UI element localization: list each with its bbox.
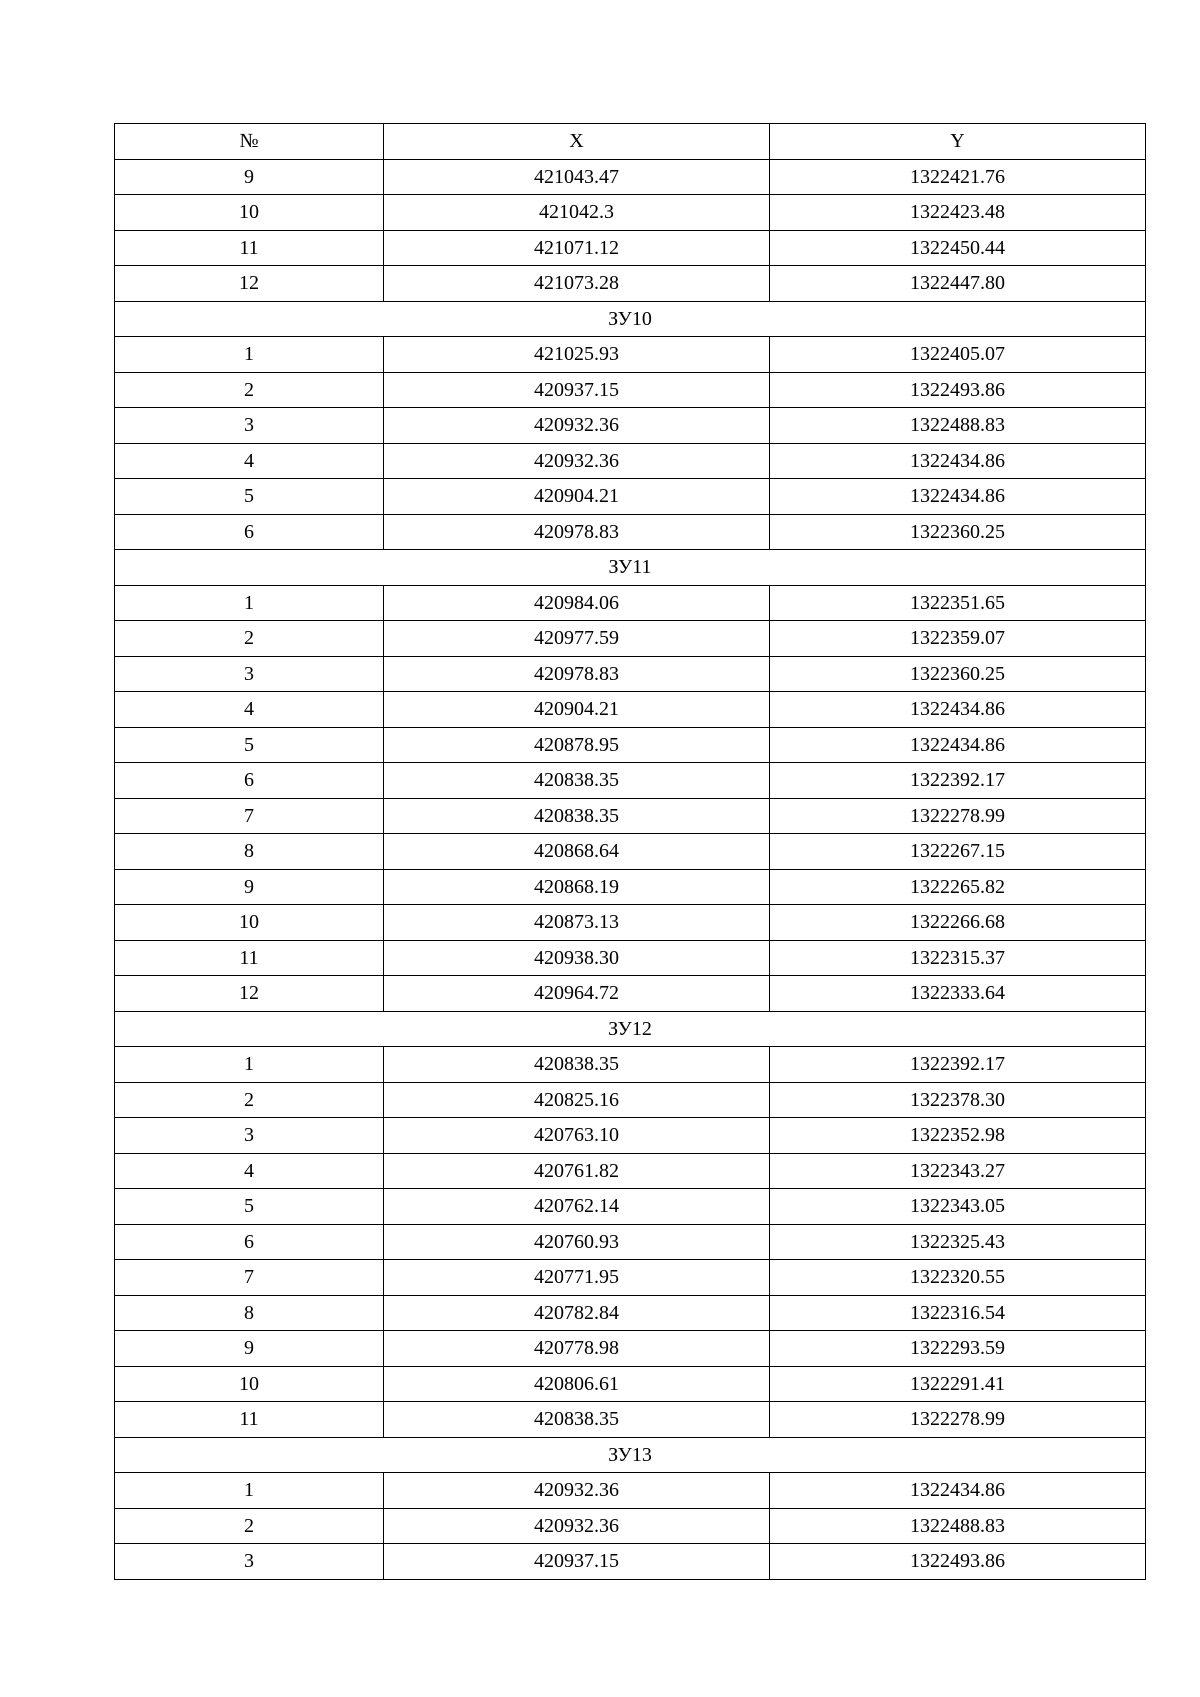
point-number-cell: 6 xyxy=(115,1224,384,1260)
point-number-cell: 2 xyxy=(115,1082,384,1118)
x-coordinate-cell: 420868.19 xyxy=(384,869,770,905)
table-row xyxy=(115,195,1146,231)
x-coordinate-cell: 420762.14 xyxy=(384,1189,770,1225)
x-coordinate-cell: 420868.64 xyxy=(384,834,770,870)
table-row xyxy=(115,1366,1146,1402)
x-coordinate-cell: 420978.83 xyxy=(384,514,770,550)
x-coordinate-cell: 420761.82 xyxy=(384,1153,770,1189)
y-coordinate-cell: 1322434.86 xyxy=(770,727,1146,763)
x-coordinate-cell: 420904.21 xyxy=(384,692,770,728)
x-coordinate-cell: 420904.21 xyxy=(384,479,770,515)
y-coordinate-cell: 1322265.82 xyxy=(770,869,1146,905)
y-coordinate-cell: 1322450.44 xyxy=(770,230,1146,266)
table-row xyxy=(115,1224,1146,1260)
point-number-cell: 3 xyxy=(115,408,384,444)
section-title: ЗУ10 xyxy=(115,301,1146,337)
y-coordinate-cell: 1322405.07 xyxy=(770,337,1146,373)
section-title: ЗУ11 xyxy=(115,550,1146,586)
x-coordinate-cell: 420838.35 xyxy=(384,1047,770,1083)
y-coordinate-cell: 1322493.86 xyxy=(770,1544,1146,1580)
point-number-cell: 2 xyxy=(115,1508,384,1544)
table-row xyxy=(115,763,1146,799)
y-coordinate-cell: 1322343.27 xyxy=(770,1153,1146,1189)
coordinates-table xyxy=(114,123,1146,1580)
point-number-cell: 9 xyxy=(115,1331,384,1367)
table-row xyxy=(115,727,1146,763)
y-coordinate-cell: 1322351.65 xyxy=(770,585,1146,621)
table-row xyxy=(115,1189,1146,1225)
x-coordinate-cell: 420977.59 xyxy=(384,621,770,657)
y-coordinate-cell: 1322488.83 xyxy=(770,408,1146,444)
point-number-cell: 7 xyxy=(115,798,384,834)
point-number-cell: 4 xyxy=(115,692,384,728)
table-row xyxy=(115,1508,1146,1544)
section-title: ЗУ13 xyxy=(115,1437,1146,1473)
x-coordinate-cell: 420984.06 xyxy=(384,585,770,621)
point-number-cell: 4 xyxy=(115,443,384,479)
table-row xyxy=(115,692,1146,728)
table-row xyxy=(115,372,1146,408)
table-row xyxy=(115,514,1146,550)
point-number-cell: 9 xyxy=(115,869,384,905)
point-number-cell: 1 xyxy=(115,1047,384,1083)
point-number-cell: 4 xyxy=(115,1153,384,1189)
section-row xyxy=(115,1011,1146,1047)
section-title: ЗУ12 xyxy=(115,1011,1146,1047)
x-coordinate-cell: 420964.72 xyxy=(384,976,770,1012)
point-number-cell: 11 xyxy=(115,940,384,976)
point-number-cell: 2 xyxy=(115,372,384,408)
y-coordinate-cell: 1322360.25 xyxy=(770,514,1146,550)
y-coordinate-cell: 1322360.25 xyxy=(770,656,1146,692)
point-number-cell: 8 xyxy=(115,1295,384,1331)
table-row xyxy=(115,408,1146,444)
point-number-cell: 10 xyxy=(115,1366,384,1402)
x-coordinate-cell: 420938.30 xyxy=(384,940,770,976)
y-coordinate-cell: 1322359.07 xyxy=(770,621,1146,657)
table-row xyxy=(115,1082,1146,1118)
section-row xyxy=(115,550,1146,586)
y-coordinate-cell: 1322325.43 xyxy=(770,1224,1146,1260)
table-row xyxy=(115,976,1146,1012)
x-coordinate-cell: 420937.15 xyxy=(384,372,770,408)
x-coordinate-cell: 420806.61 xyxy=(384,1366,770,1402)
y-coordinate-cell: 1322316.54 xyxy=(770,1295,1146,1331)
point-number-cell: 5 xyxy=(115,727,384,763)
table-row xyxy=(115,266,1146,302)
table-row xyxy=(115,1331,1146,1367)
y-coordinate-cell: 1322278.99 xyxy=(770,798,1146,834)
table-header xyxy=(115,124,1146,160)
y-coordinate-cell: 1322434.86 xyxy=(770,1473,1146,1509)
point-number-cell: 9 xyxy=(115,159,384,195)
y-coordinate-cell: 1322423.48 xyxy=(770,195,1146,231)
y-coordinate-cell: 1322434.86 xyxy=(770,443,1146,479)
table-row xyxy=(115,869,1146,905)
y-coordinate-cell: 1322291.41 xyxy=(770,1366,1146,1402)
table-row xyxy=(115,656,1146,692)
header-number: № xyxy=(115,124,384,160)
y-coordinate-cell: 1322392.17 xyxy=(770,1047,1146,1083)
x-coordinate-cell: 420763.10 xyxy=(384,1118,770,1154)
x-coordinate-cell: 420782.84 xyxy=(384,1295,770,1331)
point-number-cell: 2 xyxy=(115,621,384,657)
table-body xyxy=(115,159,1146,1579)
header-x: X xyxy=(384,124,770,160)
x-coordinate-cell: 420978.83 xyxy=(384,656,770,692)
x-coordinate-cell: 420825.16 xyxy=(384,1082,770,1118)
point-number-cell: 11 xyxy=(115,230,384,266)
table-row xyxy=(115,905,1146,941)
table-row xyxy=(115,621,1146,657)
section-row xyxy=(115,1437,1146,1473)
table-row xyxy=(115,1260,1146,1296)
y-coordinate-cell: 1322315.37 xyxy=(770,940,1146,976)
point-number-cell: 12 xyxy=(115,266,384,302)
x-coordinate-cell: 421025.93 xyxy=(384,337,770,373)
y-coordinate-cell: 1322343.05 xyxy=(770,1189,1146,1225)
point-number-cell: 10 xyxy=(115,905,384,941)
point-number-cell: 1 xyxy=(115,1473,384,1509)
table-row xyxy=(115,940,1146,976)
y-coordinate-cell: 1322488.83 xyxy=(770,1508,1146,1544)
table-row xyxy=(115,798,1146,834)
table-row xyxy=(115,834,1146,870)
y-coordinate-cell: 1322352.98 xyxy=(770,1118,1146,1154)
table-row xyxy=(115,1153,1146,1189)
table-row xyxy=(115,1118,1146,1154)
point-number-cell: 5 xyxy=(115,1189,384,1225)
point-number-cell: 8 xyxy=(115,834,384,870)
x-coordinate-cell: 420878.95 xyxy=(384,727,770,763)
x-coordinate-cell: 421071.12 xyxy=(384,230,770,266)
header-y: Y xyxy=(770,124,1146,160)
table-row xyxy=(115,337,1146,373)
point-number-cell: 1 xyxy=(115,337,384,373)
x-coordinate-cell: 420838.35 xyxy=(384,1402,770,1438)
x-coordinate-cell: 421073.28 xyxy=(384,266,770,302)
x-coordinate-cell: 420932.36 xyxy=(384,408,770,444)
table-row xyxy=(115,1295,1146,1331)
y-coordinate-cell: 1322266.68 xyxy=(770,905,1146,941)
x-coordinate-cell: 421043.47 xyxy=(384,159,770,195)
x-coordinate-cell: 420932.36 xyxy=(384,443,770,479)
table-row xyxy=(115,159,1146,195)
y-coordinate-cell: 1322434.86 xyxy=(770,692,1146,728)
point-number-cell: 3 xyxy=(115,656,384,692)
y-coordinate-cell: 1322333.64 xyxy=(770,976,1146,1012)
x-coordinate-cell: 421042.3 xyxy=(384,195,770,231)
point-number-cell: 10 xyxy=(115,195,384,231)
point-number-cell: 12 xyxy=(115,976,384,1012)
table-row xyxy=(115,479,1146,515)
point-number-cell: 6 xyxy=(115,763,384,799)
y-coordinate-cell: 1322320.55 xyxy=(770,1260,1146,1296)
point-number-cell: 7 xyxy=(115,1260,384,1296)
point-number-cell: 1 xyxy=(115,585,384,621)
table-row xyxy=(115,1473,1146,1509)
y-coordinate-cell: 1322447.80 xyxy=(770,266,1146,302)
point-number-cell: 11 xyxy=(115,1402,384,1438)
y-coordinate-cell: 1322493.86 xyxy=(770,372,1146,408)
table-row xyxy=(115,230,1146,266)
x-coordinate-cell: 420932.36 xyxy=(384,1473,770,1509)
point-number-cell: 3 xyxy=(115,1118,384,1154)
y-coordinate-cell: 1322421.76 xyxy=(770,159,1146,195)
point-number-cell: 6 xyxy=(115,514,384,550)
point-number-cell: 5 xyxy=(115,479,384,515)
section-row xyxy=(115,301,1146,337)
x-coordinate-cell: 420937.15 xyxy=(384,1544,770,1580)
x-coordinate-cell: 420873.13 xyxy=(384,905,770,941)
point-number-cell: 3 xyxy=(115,1544,384,1580)
x-coordinate-cell: 420838.35 xyxy=(384,798,770,834)
table-row xyxy=(115,1544,1146,1580)
table-row xyxy=(115,585,1146,621)
y-coordinate-cell: 1322267.15 xyxy=(770,834,1146,870)
x-coordinate-cell: 420771.95 xyxy=(384,1260,770,1296)
y-coordinate-cell: 1322378.30 xyxy=(770,1082,1146,1118)
y-coordinate-cell: 1322434.86 xyxy=(770,479,1146,515)
x-coordinate-cell: 420838.35 xyxy=(384,763,770,799)
y-coordinate-cell: 1322293.59 xyxy=(770,1331,1146,1367)
table-row xyxy=(115,1402,1146,1438)
y-coordinate-cell: 1322392.17 xyxy=(770,763,1146,799)
header-row xyxy=(115,124,1146,160)
table-row xyxy=(115,1047,1146,1083)
x-coordinate-cell: 420760.93 xyxy=(384,1224,770,1260)
y-coordinate-cell: 1322278.99 xyxy=(770,1402,1146,1438)
table-row xyxy=(115,443,1146,479)
x-coordinate-cell: 420932.36 xyxy=(384,1508,770,1544)
x-coordinate-cell: 420778.98 xyxy=(384,1331,770,1367)
